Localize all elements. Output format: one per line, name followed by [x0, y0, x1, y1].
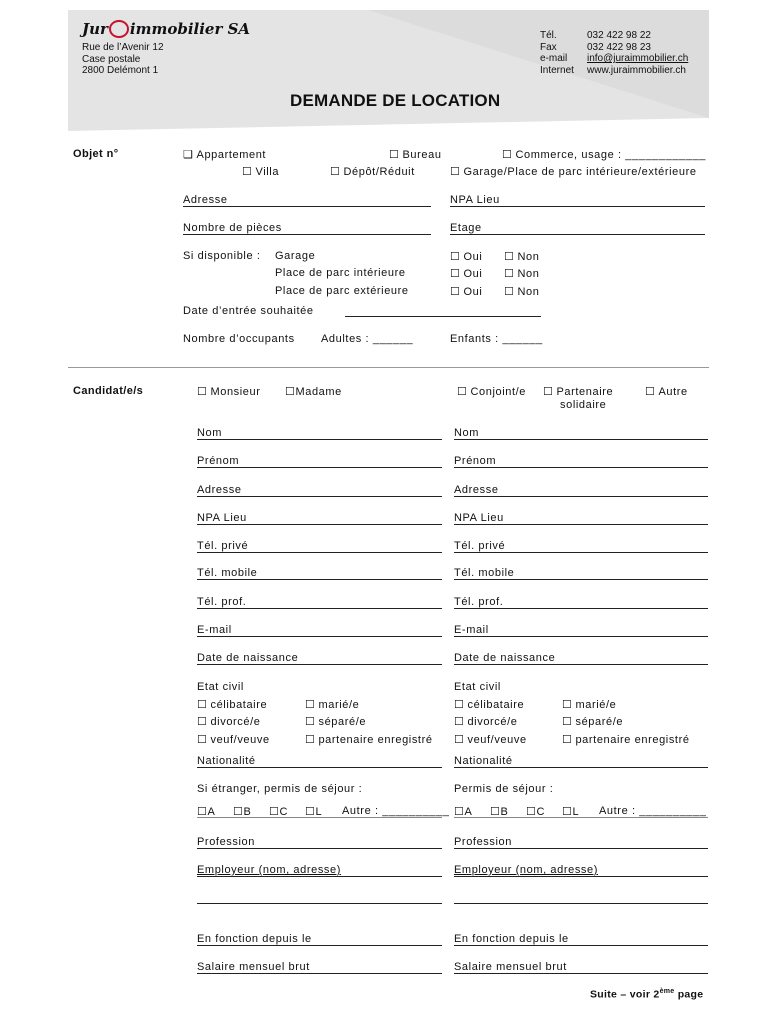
- partenaire-solidaire-label: solidaire: [560, 399, 607, 411]
- candidate-2-field-input[interactable]: [454, 524, 708, 525]
- etat-civil-label-1: Etat civil: [197, 681, 244, 693]
- contact-labels: Tél. Fax e-mail Internet: [540, 30, 574, 76]
- candidate-1-field-input[interactable]: [197, 524, 442, 525]
- candidate-1-field-label: Tél. privé: [197, 540, 249, 552]
- place-int-non[interactable]: ☐ Non: [504, 267, 539, 280]
- en-fonction-label-1: En fonction depuis le: [197, 933, 312, 945]
- c2-celibataire[interactable]: ☐ célibataire: [454, 698, 524, 711]
- c2-veuf[interactable]: ☐ veuf/veuve: [454, 733, 527, 746]
- candidate-1-field-label: Tél. prof.: [197, 596, 247, 608]
- website-link[interactable]: www.juraimmobilier.ch: [587, 64, 686, 76]
- candidate-2-field-input[interactable]: [454, 467, 708, 468]
- employeur-extra-line-2[interactable]: [454, 903, 708, 904]
- next-page-note: Suite – voir 2ème page: [590, 988, 704, 1001]
- salaire-field-1[interactable]: [197, 973, 442, 974]
- candidate-1-field-input[interactable]: [197, 636, 442, 637]
- dispo-garage: Garage: [275, 250, 316, 262]
- objet-adresse-field[interactable]: [183, 206, 431, 207]
- permis-label-1: Si étranger, permis de séjour :: [197, 783, 363, 795]
- section-objet-label: Objet n°: [73, 148, 119, 160]
- checkbox-garage-place[interactable]: ☐ Garage/Place de parc intérieure/extérieure: [450, 165, 697, 178]
- c2-permis-underline: [454, 817, 708, 818]
- candidate-1-field-input[interactable]: [197, 608, 442, 609]
- candidate-2-field-label: E-mail: [454, 624, 489, 636]
- en-fonction-field-2[interactable]: [454, 945, 708, 946]
- garage-oui[interactable]: ☐ Oui: [450, 250, 482, 263]
- nationalite-label-2: Nationalité: [454, 755, 513, 767]
- c2-permis-a[interactable]: ☐A: [454, 806, 473, 818]
- candidate-2-field-input[interactable]: [454, 579, 708, 580]
- salaire-field-2[interactable]: [454, 973, 708, 974]
- candidate-1-field-label: Date de naissance: [197, 652, 299, 664]
- candidate-1-field-input[interactable]: [197, 496, 442, 497]
- c2-marie[interactable]: ☐ marié/e: [562, 698, 616, 711]
- candidate-1-field-input[interactable]: [197, 439, 442, 440]
- enfants-field[interactable]: Enfants : ______: [450, 333, 543, 345]
- c1-celibataire[interactable]: ☐ célibataire: [197, 698, 267, 711]
- date-entree-field[interactable]: [345, 316, 541, 317]
- candidate-1-field-label: Adresse: [197, 484, 242, 496]
- employeur-field-2[interactable]: [454, 876, 708, 877]
- checkbox-villa[interactable]: ☐ Villa: [242, 165, 279, 178]
- checkbox-monsieur[interactable]: ☐ Monsieur: [197, 385, 261, 398]
- c2-permis-autre[interactable]: Autre : __________: [599, 805, 707, 817]
- candidate-2-field-input[interactable]: [454, 608, 708, 609]
- checkbox-partenaire[interactable]: ☐ Partenaire: [543, 385, 613, 398]
- c1-permis-a[interactable]: ☐A: [197, 806, 216, 818]
- checkbox-depot[interactable]: ☐ Dépôt/Réduit: [330, 165, 415, 178]
- checkbox-autre[interactable]: ☐ Autre: [645, 385, 688, 398]
- checkbox-bureau[interactable]: ☐ Bureau: [389, 148, 442, 161]
- c1-permis-underline: [197, 817, 442, 818]
- nationalite-label-1: Nationalité: [197, 755, 256, 767]
- profession-field-2[interactable]: [454, 848, 708, 849]
- candidate-1-field-input[interactable]: [197, 579, 442, 580]
- c1-partenaire-enreg[interactable]: ☐ partenaire enregistré: [305, 733, 433, 746]
- company-address: Rue de l’Avenir 12 Case postale 2800 Delémont 1: [82, 42, 164, 76]
- candidate-2-field-label: Prénom: [454, 455, 497, 467]
- c2-permis-b[interactable]: ☐B: [490, 806, 509, 818]
- candidate-1-field-input[interactable]: [197, 467, 442, 468]
- en-fonction-field-1[interactable]: [197, 945, 442, 946]
- candidate-2-field-input[interactable]: [454, 664, 708, 665]
- candidate-2-field-input[interactable]: [454, 496, 708, 497]
- c2-permis-l[interactable]: ☐L: [562, 806, 580, 818]
- candidate-2-field-label: Tél. prof.: [454, 596, 504, 608]
- employeur-label-2: Employeur (nom, adresse): [454, 864, 599, 876]
- candidate-2-field-label: Tél. privé: [454, 540, 506, 552]
- c1-marie[interactable]: ☐ marié/e: [305, 698, 359, 711]
- profession-field-1[interactable]: [197, 848, 442, 849]
- c1-veuf[interactable]: ☐ veuf/veuve: [197, 733, 270, 746]
- c2-permis-c[interactable]: ☐C: [526, 806, 546, 818]
- employeur-field-1[interactable]: [197, 876, 442, 877]
- candidate-2-field-input[interactable]: [454, 552, 708, 553]
- candidate-2-field-label: Tél. mobile: [454, 567, 515, 579]
- candidate-1-field-input[interactable]: [197, 664, 442, 665]
- c2-separe[interactable]: ☐ séparé/e: [562, 715, 623, 728]
- etage-field[interactable]: [450, 234, 705, 235]
- candidate-1-field-label: Tél. mobile: [197, 567, 258, 579]
- garage-non[interactable]: ☐ Non: [504, 250, 539, 263]
- c1-permis-autre[interactable]: Autre : __________: [342, 805, 450, 817]
- si-disponible-label: Si disponible :: [183, 250, 261, 262]
- nombre-occupants-label: Nombre d’occupants: [183, 333, 295, 345]
- candidate-1-field-input[interactable]: [197, 552, 442, 553]
- employeur-extra-line-1[interactable]: [197, 903, 442, 904]
- place-ext-non[interactable]: ☐ Non: [504, 285, 539, 298]
- nationalite-field-1[interactable]: [197, 767, 442, 768]
- permis-label-2: Permis de séjour :: [454, 783, 554, 795]
- place-ext-oui[interactable]: ☐ Oui: [450, 285, 482, 298]
- checkbox-madame[interactable]: ☐Madame: [285, 386, 342, 398]
- salaire-label-2: Salaire mensuel brut: [454, 961, 567, 973]
- c1-separe[interactable]: ☐ séparé/e: [305, 715, 366, 728]
- c1-permis-c[interactable]: ☐C: [269, 806, 289, 818]
- candidate-2-field-input[interactable]: [454, 636, 708, 637]
- candidate-1-field-label: E-mail: [197, 624, 232, 636]
- checkbox-conjoint[interactable]: ☐ Conjoint/e: [457, 385, 526, 398]
- profession-label-1: Profession: [197, 836, 255, 848]
- objet-npa-field[interactable]: [450, 206, 705, 207]
- dispo-place-ext: Place de parc extérieure: [275, 285, 409, 297]
- place-int-oui[interactable]: ☐ Oui: [450, 267, 482, 280]
- nationalite-field-2[interactable]: [454, 767, 708, 768]
- checkbox-commerce[interactable]: ☐ Commerce, usage : ____________: [502, 148, 706, 161]
- house-logo-icon: [109, 20, 129, 38]
- section-divider: [68, 367, 709, 368]
- c2-divorce[interactable]: ☐ divorcé/e: [454, 715, 518, 728]
- c1-permis-b[interactable]: ☐B: [233, 806, 252, 818]
- employeur-label-1: Employeur (nom, adresse): [197, 864, 342, 876]
- page-title: DEMANDE DE LOCATION: [290, 91, 501, 110]
- c1-permis-l[interactable]: ☐L: [305, 806, 323, 818]
- candidate-1-field-label: NPA Lieu: [197, 512, 247, 524]
- candidate-2-field-label: Date de naissance: [454, 652, 556, 664]
- adultes-field[interactable]: Adultes : ______: [321, 333, 414, 345]
- objet-adresse-label: Adresse: [183, 194, 228, 206]
- date-entree-label: Date d’entrée souhaitée: [183, 305, 314, 317]
- candidate-2-field-input[interactable]: [454, 439, 708, 440]
- nombre-pieces-field[interactable]: [183, 234, 431, 235]
- section-candidat-label: Candidat/e/s: [73, 385, 144, 397]
- company-logo: Jur immobilier SA: [82, 20, 251, 38]
- salaire-label-1: Salaire mensuel brut: [197, 961, 310, 973]
- candidate-2-field-label: NPA Lieu: [454, 512, 504, 524]
- dispo-place-int: Place de parc intérieure: [275, 267, 406, 279]
- c2-partenaire-enreg[interactable]: ☐ partenaire enregistré: [562, 733, 690, 746]
- objet-npa-label: NPA Lieu: [450, 194, 500, 206]
- etat-civil-label-2: Etat civil: [454, 681, 501, 693]
- etage-label: Etage: [450, 222, 482, 234]
- nombre-pieces-label: Nombre de pièces: [183, 222, 282, 234]
- contact-values: 032 422 98 22 032 422 98 23 info@juraimmobilier.ch www.juraimmobilier.ch: [587, 30, 689, 76]
- c1-divorce[interactable]: ☐ divorcé/e: [197, 715, 261, 728]
- candidate-2-field-label: Adresse: [454, 484, 499, 496]
- candidate-1-field-label: Nom: [197, 427, 223, 439]
- profession-label-2: Profession: [454, 836, 512, 848]
- candidate-2-field-label: Nom: [454, 427, 480, 439]
- checkbox-appartement[interactable]: ❑ Appartement: [183, 149, 267, 161]
- candidate-1-field-label: Prénom: [197, 455, 240, 467]
- en-fonction-label-2: En fonction depuis le: [454, 933, 569, 945]
- email-link[interactable]: info@juraimmobilier.ch: [587, 53, 689, 64]
